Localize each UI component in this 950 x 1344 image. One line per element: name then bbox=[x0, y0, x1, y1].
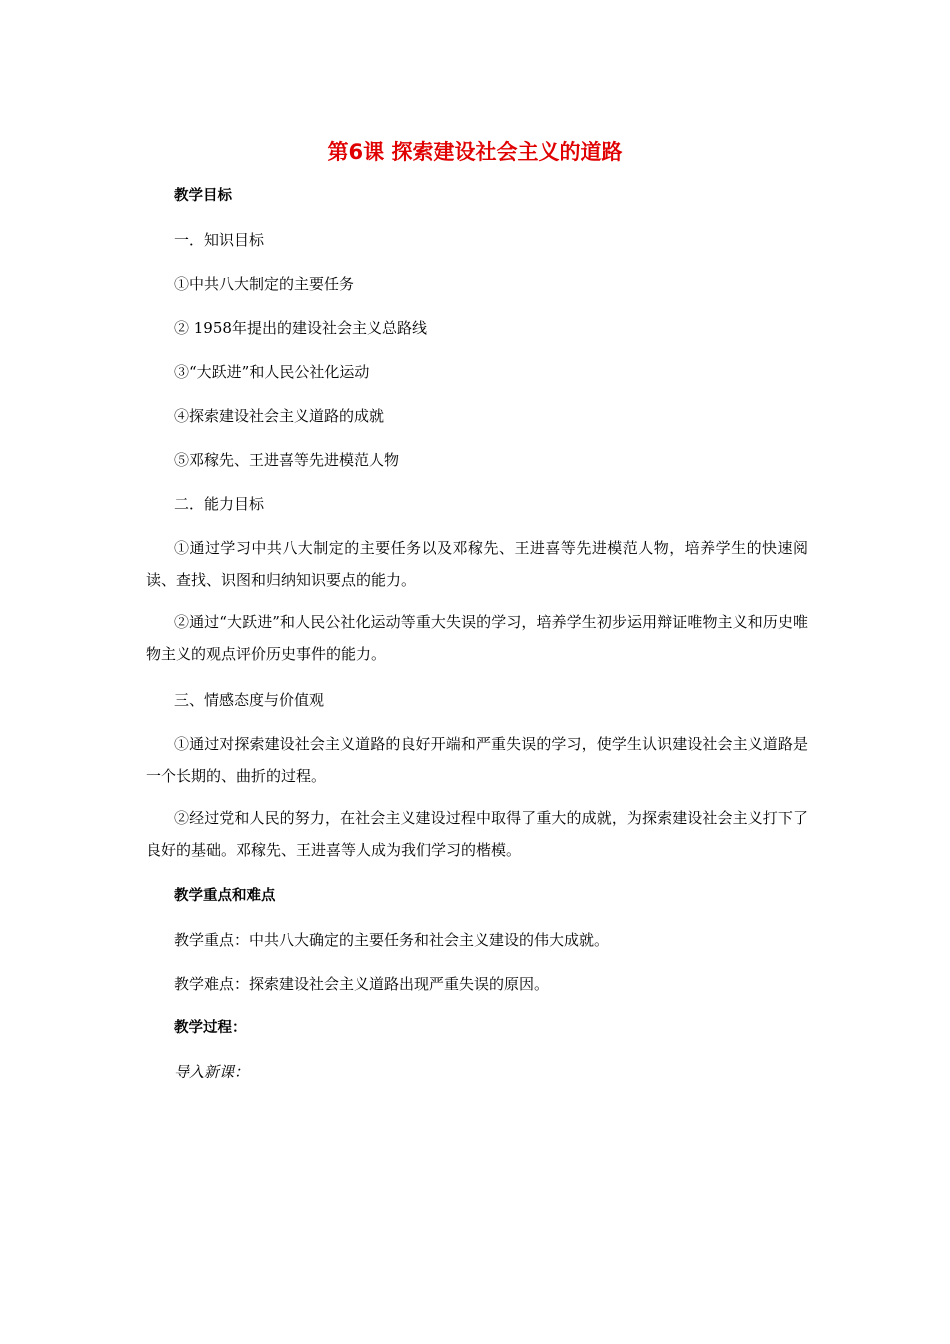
lesson-title: 第6课 探索建设社会主义的道路 bbox=[327, 140, 623, 164]
ability-paragraph: ①通过学习中共八大制定的主要任务以及邓稼先、王进喜等先进模范人物，培养学生的快速阅读、查找、识图和归纳知识要点的能力。 bbox=[146, 539, 808, 589]
knowledge-item: ⑤邓稼先、王进喜等先进模范人物 bbox=[174, 451, 400, 469]
emotion-heading: 三、情感态度与价值观 bbox=[174, 691, 325, 709]
knowledge-item: ④探索建设社会主义道路的成就 bbox=[174, 407, 385, 425]
knowledge-item: ② 1958年提出的建设社会主义总路线 bbox=[174, 319, 427, 337]
emotion-paragraph: ②经过党和人民的努力，在社会主义建设过程中取得了重大的成就，为探索建设社会主义打下了良好的基础。邓稼先、王进喜等人成为我们学习的楷模。 bbox=[146, 809, 808, 859]
knowledge-item: ③“大跃进”和人民公社化运动 bbox=[174, 363, 370, 381]
ability-heading: 二．能力目标 bbox=[174, 495, 265, 513]
keypoints-heading: 教学重点和难点 bbox=[174, 888, 276, 904]
difficult-point: 教学难点：探索建设社会主义道路出现严重失误的原因。 bbox=[174, 975, 550, 993]
process-heading: 教学过程： bbox=[174, 1020, 247, 1036]
ability-paragraph: ②通过“大跃进”和人民公社化运动等重大失误的学习，培养学生初步运用辩证唯物主义和历史唯物主义的观点评价历史事件的能力。 bbox=[146, 613, 808, 663]
knowledge-heading: 一．知识目标 bbox=[174, 231, 265, 249]
objectives-heading: 教学目标 bbox=[174, 188, 232, 204]
key-point: 教学重点：中共八大确定的主要任务和社会主义建设的伟大成就。 bbox=[174, 931, 610, 949]
emotion-paragraph: ①通过对探索建设社会主义道路的良好开端和严重失误的学习，使学生认识建设社会主义道路是一个长期的、曲折的过程。 bbox=[146, 735, 808, 785]
knowledge-item: ①中共八大制定的主要任务 bbox=[174, 275, 355, 293]
intro-label: 导入新课： bbox=[174, 1063, 250, 1081]
